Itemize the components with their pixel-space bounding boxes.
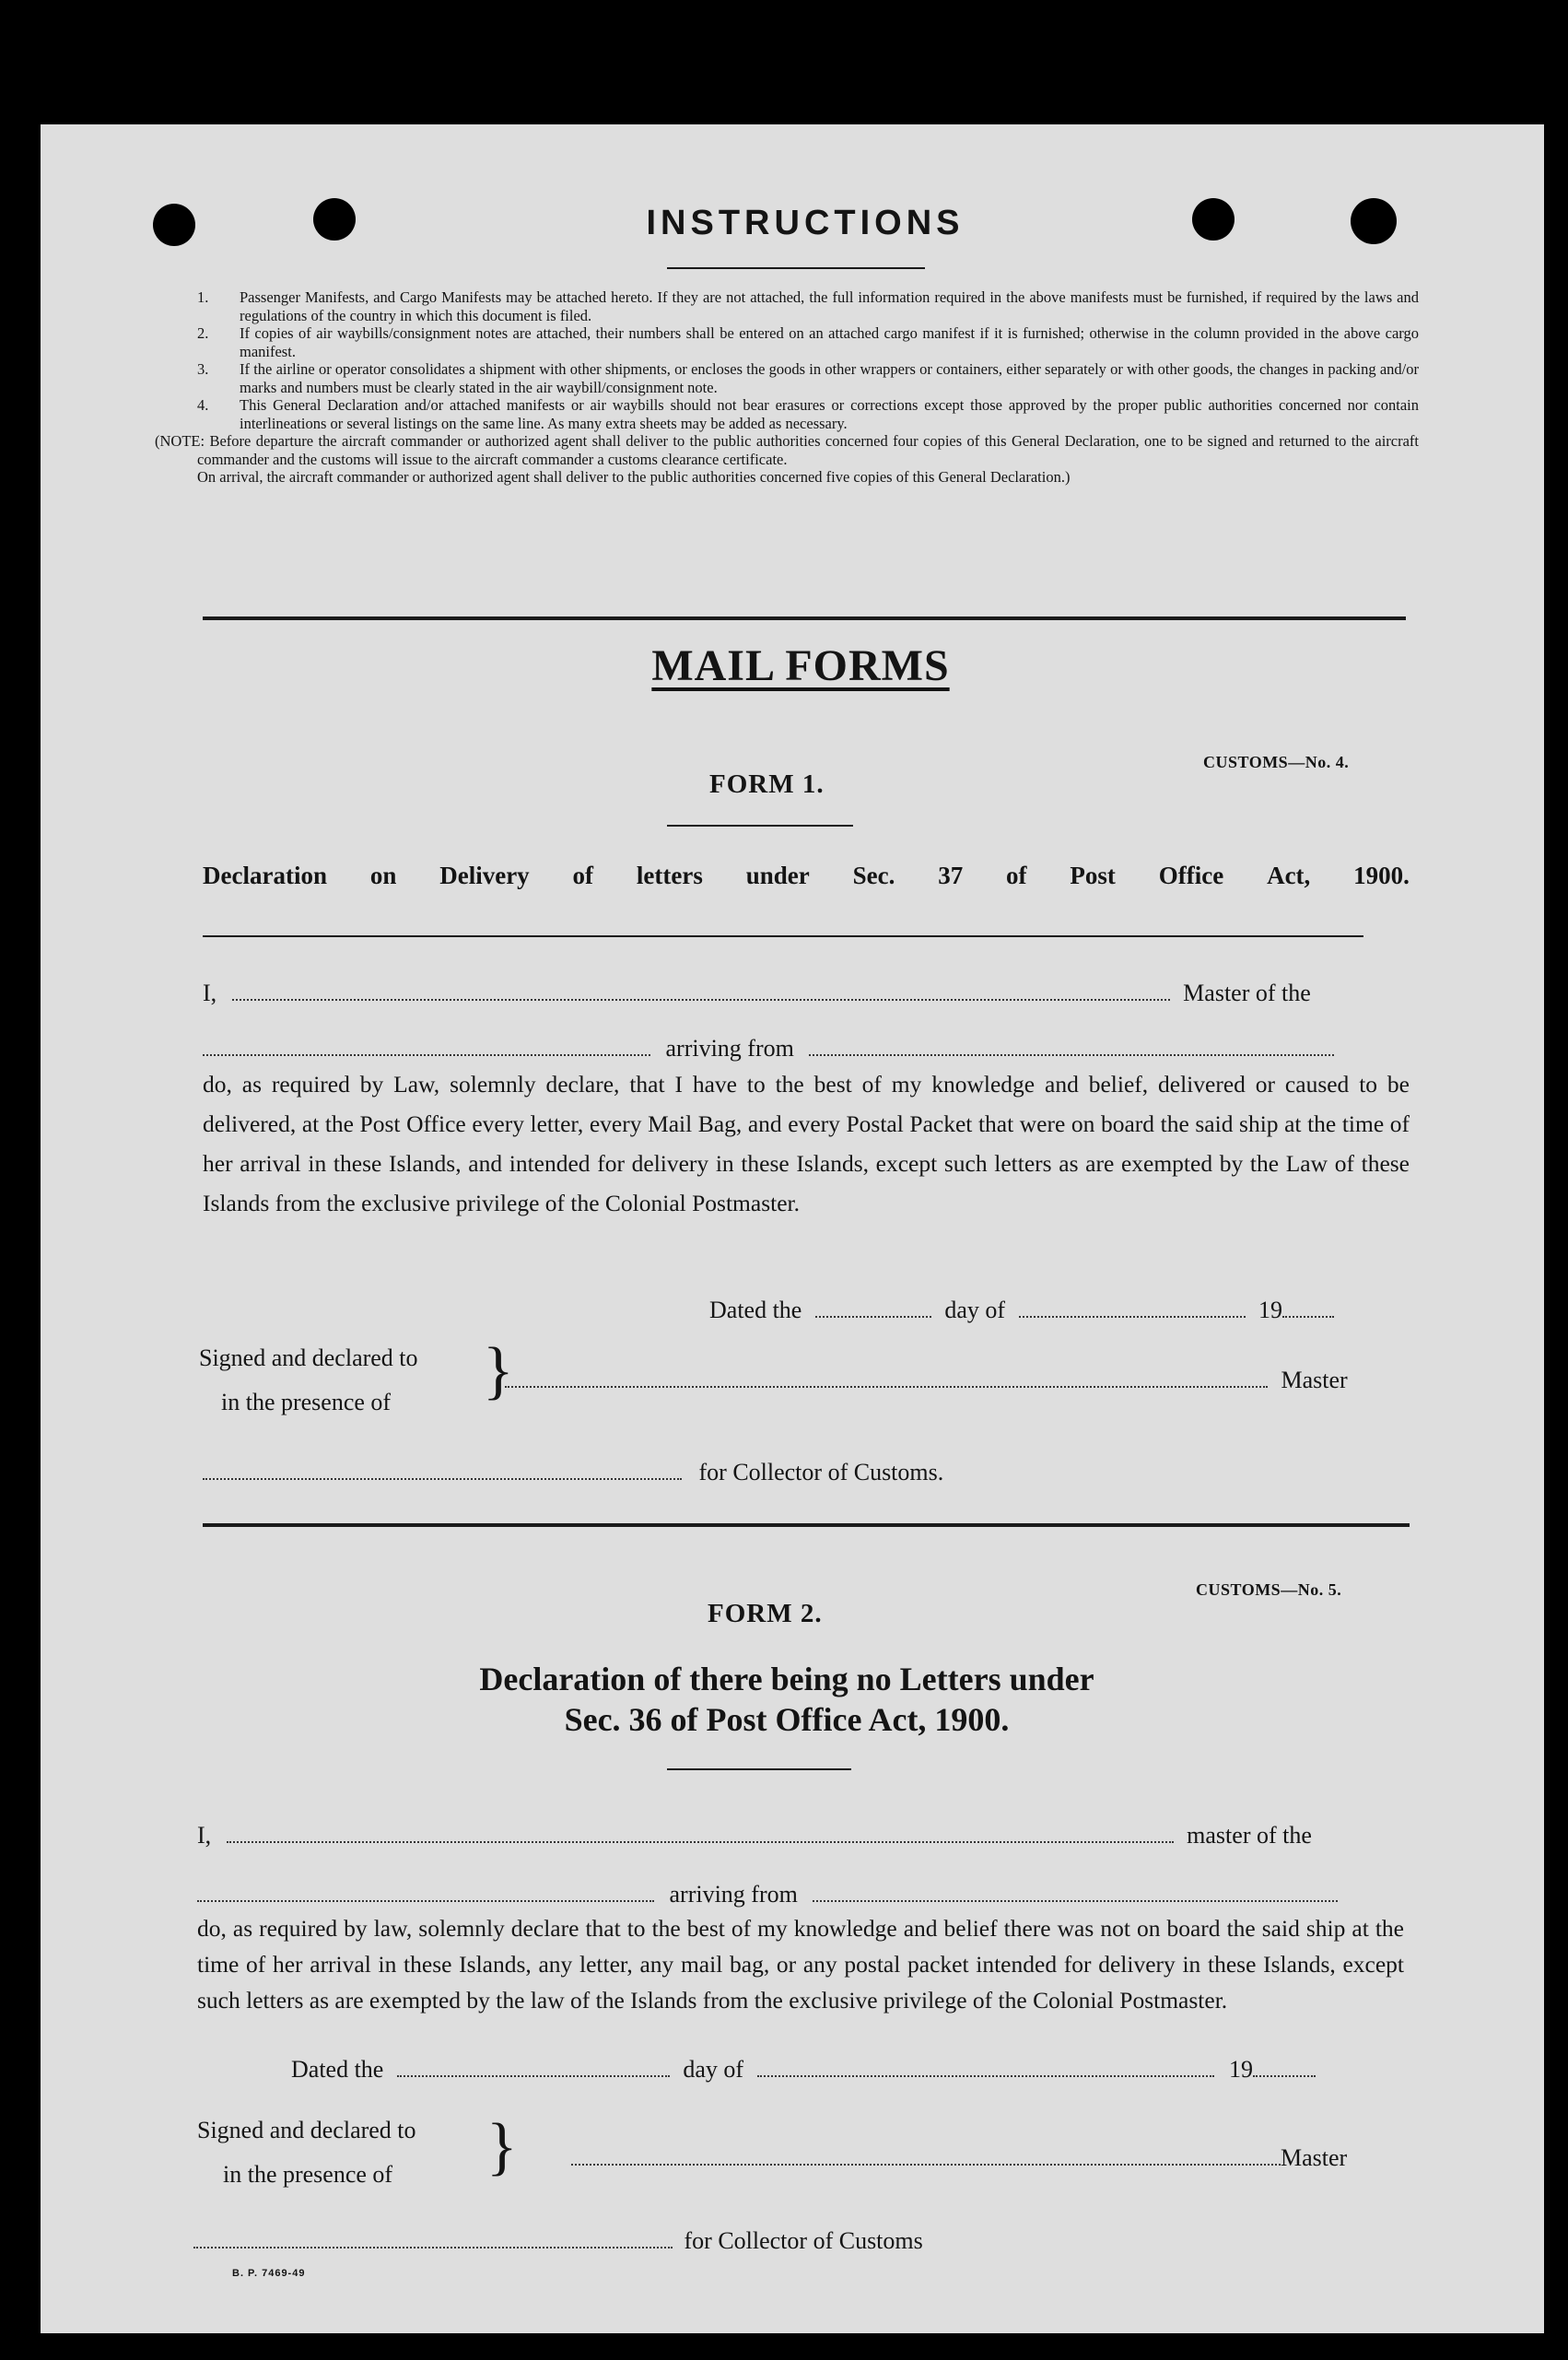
form2-title: FORM 2. xyxy=(708,1599,823,1628)
form1-origin-field[interactable] xyxy=(809,1051,1334,1056)
form2-arriving-from-label: arriving from xyxy=(669,1881,798,1908)
form1-customs-number: CUSTOMS—No. 4. xyxy=(1203,753,1350,771)
form1-signed-line-2: in the presence of xyxy=(221,1389,392,1415)
instruction-text: This General Declaration and/or attached manifests or air waybills should not bear erasures or corrections except those approved by the proper public authorities concerned nor contain interlineations or several listings on the same line. As many extra sheets may be added as necessary. xyxy=(240,396,1419,432)
form1-declaration-word: Declaration xyxy=(203,862,327,889)
form1-declaration-word: Office xyxy=(1158,862,1224,889)
form1-declaration-word: 1900. xyxy=(1353,862,1410,889)
form1-title: FORM 1. xyxy=(709,769,825,799)
form2-declaration-heading xyxy=(372,1659,1201,1740)
footer-print-code: B. P. 7469-49 xyxy=(232,2268,306,2279)
instructions-title-rule xyxy=(667,267,925,269)
form1-arriving-from-label: arriving from xyxy=(665,1035,794,1062)
form2-ship-name-field[interactable] xyxy=(197,1896,654,1902)
form2-name-field[interactable] xyxy=(227,1838,1174,1843)
mail-forms-title: MAIL FORMS xyxy=(651,641,950,690)
form1-signed-line-1: Signed and declared to xyxy=(199,1344,418,1371)
instructions-title: INSTRUCTIONS xyxy=(646,204,965,242)
form1-collector-signature-field[interactable] xyxy=(203,1474,682,1480)
form1-year-field[interactable] xyxy=(1282,1312,1334,1318)
form2-declaration-line-2: Sec. 36 of Post Office Act, 1900. xyxy=(564,1701,1010,1738)
form2-day-of-label: day of xyxy=(683,2056,744,2083)
form2-collector-signature-field[interactable] xyxy=(193,2243,673,2248)
form2-year-field[interactable] xyxy=(1253,2072,1316,2077)
instruction-item-3 xyxy=(197,360,1419,396)
document-sheet xyxy=(41,124,1544,2333)
punch-hole-left-1 xyxy=(153,204,195,246)
form2-signed-line-2: in the presence of xyxy=(223,2161,393,2188)
form1-declaration-word: on xyxy=(369,862,397,889)
form2-month-field[interactable] xyxy=(757,2072,1214,2077)
form2-dated-the-label: Dated the xyxy=(291,2056,384,2083)
form1-line-1 xyxy=(203,980,1311,1007)
form1-heading-rule xyxy=(203,935,1363,937)
form2-collector-line xyxy=(193,2227,923,2255)
form1-dated-the-label: Dated the xyxy=(709,1297,802,1323)
form1-year-label: 19 xyxy=(1258,1297,1283,1323)
form1-declaration-heading xyxy=(203,862,1410,890)
form1-body-text: do, as required by Law, solemnly declare, that I have to the best of my knowledge and belief, delivered or caused to be delivered, at the Post Office every letter, every Mail Bag, and every Postal Packet that were on board the said ship at the time of her arrival in these Islands, and intended for delivery in these Islands, except such letters as are exempted by the Law of these Islands from the exclusive privilege of the Colonial Postmaster. xyxy=(203,1071,1410,1216)
form2-line-2 xyxy=(197,1881,1338,1908)
form2-i-label: I, xyxy=(197,1822,212,1849)
form1-dated-line xyxy=(709,1297,1334,1324)
form2-day-field[interactable] xyxy=(397,2072,670,2077)
form1-i-label: I, xyxy=(203,980,217,1006)
form1-name-field[interactable] xyxy=(232,995,1170,1001)
punch-hole-right-1 xyxy=(1192,198,1235,241)
form1-day-field[interactable] xyxy=(815,1312,931,1318)
form2-master-line xyxy=(571,2144,1347,2172)
form1-master-of-the-label: Master of the xyxy=(1183,980,1311,1006)
form2-declaration-line-1: Declaration of there being no Letters under xyxy=(479,1661,1094,1697)
instruction-number: 4. xyxy=(197,396,209,414)
instruction-number: 1. xyxy=(197,288,209,306)
form1-month-field[interactable] xyxy=(1019,1312,1246,1318)
form1-declaration-word: of xyxy=(572,862,594,889)
punch-hole-right-2 xyxy=(1351,198,1397,244)
form2-line-1 xyxy=(197,1822,1312,1849)
instruction-number: 2. xyxy=(197,324,209,342)
punch-hole-left-2 xyxy=(313,198,356,241)
instructions-bottom-rule xyxy=(203,616,1406,620)
instructions-note-line-2: On arrival, the aircraft commander or authorized agent shall deliver to the public authorities concerned five copies of this General Declaration.) xyxy=(197,468,1071,486)
form1-master-label: Master xyxy=(1281,1367,1348,1393)
form1-declaration-word: Delivery xyxy=(439,862,530,889)
form1-declaration-word: Sec. xyxy=(852,862,895,889)
instructions-note xyxy=(155,432,1419,487)
instruction-text: If the airline or operator consolidates a shipment with other shipments, or encloses the goods in other wrappers or containers, either separately or with other goods, the changes in packing and/or marks and numbers must be clearly stated in the air waybill/consignment note. xyxy=(240,360,1419,396)
instruction-text: If copies of air waybills/consignment notes are attached, their numbers shall be entered on an attached cargo manifest if it is furnished; otherwise in the column provided in the above cargo manifest. xyxy=(240,324,1419,360)
form2-body-text: do, as required by law, solemnly declare that to the best of my knowledge and belief there was not on board the said ship at the time of her arrival in these Islands, any letter, any mail bag, or any postal packet intended for delivery in these Islands, except such letters as are exempted by the law of the Islands from the exclusive privilege of the Colonial Postmaster. xyxy=(197,1915,1404,2014)
form1-declaration-word: letters xyxy=(636,862,703,889)
form1-master-line xyxy=(505,1367,1348,1394)
instruction-number: 3. xyxy=(197,360,209,378)
form1-collector-line xyxy=(203,1459,943,1486)
form2-master-of-the-label: master of the xyxy=(1187,1822,1312,1849)
form-divider-rule xyxy=(203,1523,1410,1527)
form2-master-label: Master xyxy=(1281,2144,1348,2171)
form1-master-signature-field[interactable] xyxy=(505,1382,1268,1388)
form1-title-rule xyxy=(667,825,853,827)
form2-brace: } xyxy=(486,2111,518,2182)
form2-signed-line-1: Signed and declared to xyxy=(197,2117,416,2143)
form1-collector-label: for Collector of Customs. xyxy=(698,1459,944,1485)
form2-year-label: 19 xyxy=(1229,2056,1254,2083)
form1-declaration-word: under xyxy=(745,862,810,889)
form1-line-2 xyxy=(203,1035,1334,1063)
form2-dated-line xyxy=(291,2056,1316,2084)
form1-ship-name-field[interactable] xyxy=(203,1051,650,1056)
form1-brace: } xyxy=(483,1335,514,1406)
form1-declaration-word: of xyxy=(1006,862,1027,889)
form2-master-signature-field[interactable] xyxy=(571,2160,1281,2166)
form2-collector-label: for Collector of Customs xyxy=(684,2227,923,2254)
form2-heading-rule xyxy=(667,1768,851,1770)
instructions-list xyxy=(155,288,1419,487)
form1-declaration-word: 37 xyxy=(938,862,964,889)
form1-declaration-word: Act, xyxy=(1267,862,1311,889)
instruction-text: Passenger Manifests, and Cargo Manifests may be attached hereto. If they are not attached, the full information required in the above manifests must be furnished, if required by the laws and regulations of the country in which this document is filed. xyxy=(240,288,1419,324)
instruction-item-4 xyxy=(197,396,1419,432)
form2-customs-number: CUSTOMS—No. 5. xyxy=(1196,1580,1342,1599)
instructions-note-line-1: (NOTE: Before departure the aircraft commander or authorized agent shall deliver to the public authorities concerned four copies of this General Declaration, one to be signed and returned to the aircraft commander and the customs will issue to the aircraft commander a customs clearance certificate. xyxy=(155,432,1419,468)
instruction-item-2 xyxy=(197,324,1419,360)
form1-declaration-word: Post xyxy=(1070,862,1116,889)
form2-origin-field[interactable] xyxy=(813,1896,1338,1902)
instruction-item-1 xyxy=(197,288,1419,324)
form1-day-of-label: day of xyxy=(944,1297,1006,1323)
